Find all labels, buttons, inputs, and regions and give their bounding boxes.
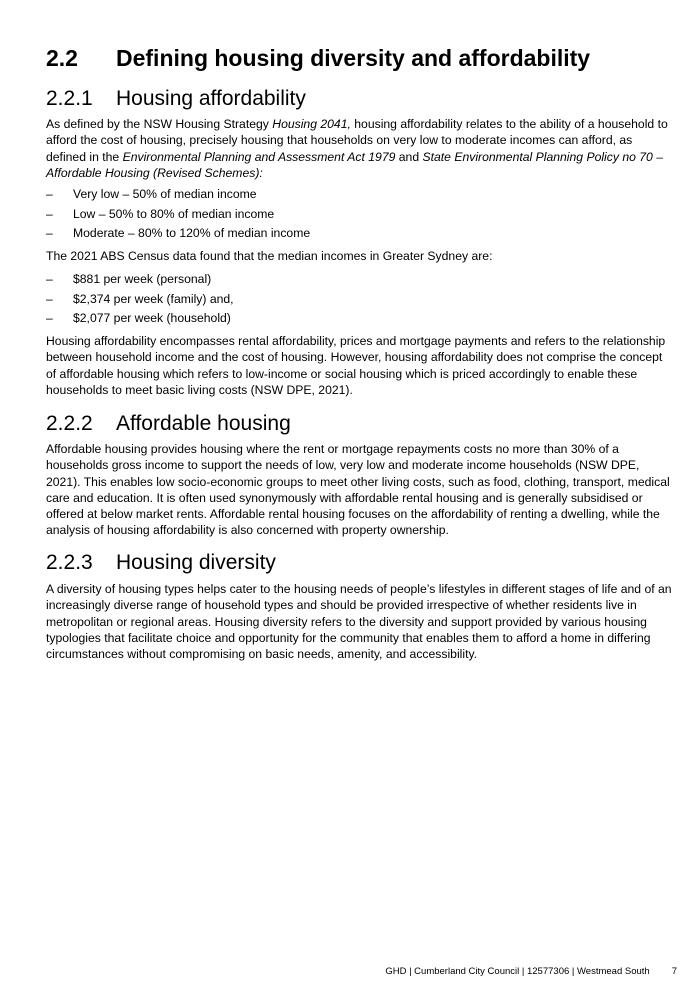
list-item: – $881 per week (personal) xyxy=(46,272,212,286)
section-title: Defining housing diversity and affordability xyxy=(116,45,591,71)
list-item: – Moderate – 80% to 120% of median income xyxy=(46,226,311,240)
income-bands-list xyxy=(46,186,310,245)
affordability-closing-paragraph: Housing affordability encompasses rental affordability, prices and mortgage payments and refers to the relationship between household income and the cost of housing. However, housing affordability does not comprise the concept of affordable housing which refers to low-income or social housing which is priced accordingly to enable these households to meet basic living costs (NSW DPE, 2021). xyxy=(46,334,666,397)
subsection-number: 2.2.3 xyxy=(46,551,93,574)
footer-text: GHD | Cumberland City Council | 12577306 | Westmead South xyxy=(385,966,650,977)
list-item: – $2,374 per week (family) and, xyxy=(46,291,234,306)
intro-policy-title: State Environmental Planning Policy no 70 – Affordable Housing (Revised Schemes): xyxy=(46,149,663,180)
intro-text: and xyxy=(395,149,423,164)
page-footer xyxy=(385,966,677,977)
census-intro-paragraph: The 2021 ABS Census data found that the median incomes in Greater Sydney are: xyxy=(46,249,493,263)
subsection-heading-housing-affordability xyxy=(46,85,306,113)
list-item: – $2,077 per week (household) xyxy=(46,311,231,325)
subsection-title: Housing affordability xyxy=(116,87,306,110)
intro-text: As defined by the NSW Housing Strategy xyxy=(46,117,273,131)
section-number: 2.2 xyxy=(46,45,78,71)
subsection-heading-housing-diversity xyxy=(46,549,276,577)
section-heading xyxy=(46,42,590,74)
housing-diversity-paragraph: A diversity of housing types helps cater to the housing needs of people’s lifestyles in different stages of life and of an increasingly diverse range of household types and should be provided irrespective of whether residents live in metropolitan or regional areas. Housing diversity refers to the diversity and support provided by various housing typologies that facilitate choice and opportunity for the community that enables them to afford a home in differing circumstances without compromising on basic needs, amenity, and accessibility. xyxy=(46,582,672,662)
page-number: 7 xyxy=(671,966,677,977)
intro-strategy-title: Housing 2041, xyxy=(272,117,351,131)
median-incomes-list xyxy=(46,271,234,330)
affordable-housing-paragraph: Affordable housing provides housing where the rent or mortgage repayments costs no more than 30% of a households gross income to support the needs of low, very low and moderate income households (NSW DPE, 2021). This enables low socio-economic groups to meet other living costs, such as food, clothing, transport, medical care and education. It is often used synonymously with affordable rental housing and is generally subsidised or offered at below market rents. Affordable rental housing focuses on the affordability of renting a dwelling, while the analysis of housing affordability is also concerned with property ownership. xyxy=(46,442,670,538)
intro-act-title: Environmental Planning and Assessment Act 1979 xyxy=(122,149,396,164)
list-item: – Very low – 50% of median income xyxy=(46,187,257,201)
subsection-heading-affordable-housing xyxy=(46,410,291,438)
subsection-title: Housing diversity xyxy=(116,551,276,574)
affordability-intro-paragraph xyxy=(46,116,674,181)
list-item: – Low – 50% to 80% of median income xyxy=(46,206,275,221)
subsection-number: 2.2.2 xyxy=(46,412,93,435)
intro-text: housing affordability relates to the ability of a household to afford the cost of housing, precisely housing that households on very low to moderate incomes can afford, as defined in the xyxy=(46,117,668,164)
subsection-title: Affordable housing xyxy=(116,412,291,435)
subsection-number: 2.2.1 xyxy=(46,87,93,110)
